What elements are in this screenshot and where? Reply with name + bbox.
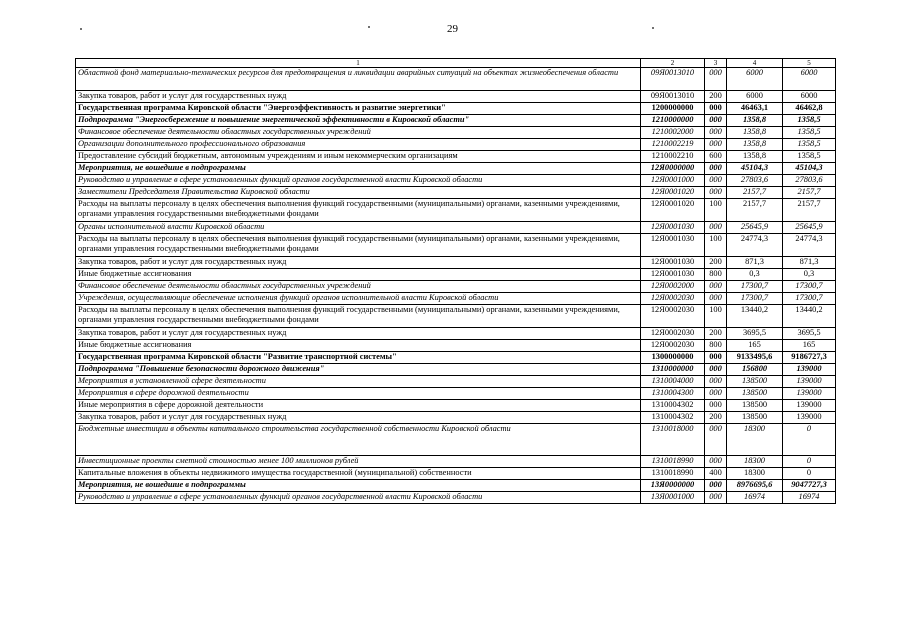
amount-2016-cell: 45104,3 (727, 163, 783, 175)
expense-type-cell: 800 (705, 340, 727, 352)
table-row (76, 456, 836, 468)
header-cell: 2 (641, 59, 705, 68)
header-cell: 4 (727, 59, 783, 68)
table-row (76, 151, 836, 163)
expense-type-cell: 000 (705, 127, 727, 139)
target-code-cell: 12Я0001020 (641, 187, 705, 199)
target-code-cell: 1210002219 (641, 139, 705, 151)
target-code-cell: 13Я0000000 (641, 480, 705, 492)
table-row (76, 492, 836, 504)
amount-2016-cell: 1358,8 (727, 115, 783, 127)
amount-2016-cell: 17300,7 (727, 293, 783, 305)
item-name-cell: Капитальные вложения в объекты недвижимого имущества государственной (муниципальной) собственности (76, 468, 641, 480)
amount-2016-cell: 2157,7 (727, 199, 783, 222)
item-name-cell: Руководство и управление в сфере установленных функций органов государственной власти Кировской области (76, 175, 641, 187)
header-cell: 1 (76, 59, 641, 68)
amount-2016-cell: 138500 (727, 400, 783, 412)
expense-type-cell: 600 (705, 151, 727, 163)
amount-2016-cell: 138500 (727, 376, 783, 388)
amount-2016-cell: 0,3 (727, 269, 783, 281)
amount-2016-cell: 18300 (727, 468, 783, 480)
amount-2017-cell: 139000 (783, 412, 836, 424)
item-name-cell: Заместители Председателя Правительства Кировской области (76, 187, 641, 199)
table-row (76, 388, 836, 400)
amount-2016-cell: 27803,6 (727, 175, 783, 187)
amount-2017-cell: 2157,7 (783, 199, 836, 222)
table-row (76, 163, 836, 175)
amount-2017-cell: 1358,5 (783, 127, 836, 139)
expense-type-cell: 000 (705, 492, 727, 504)
item-name-cell: Иные бюджетные ассигнования (76, 269, 641, 281)
table-row (76, 187, 836, 199)
item-name-cell: Руководство и управление в сфере установленных функций органов государственной власти Кировской области (76, 492, 641, 504)
amount-2017-cell: 24774,3 (783, 234, 836, 257)
target-code-cell: 12Я0001020 (641, 199, 705, 222)
expense-type-cell: 000 (705, 139, 727, 151)
amount-2017-cell: 0 (783, 456, 836, 468)
target-code-cell: 12Я0001000 (641, 175, 705, 187)
amount-2016-cell: 6000 (727, 91, 783, 103)
amount-2016-cell: 18300 (727, 456, 783, 468)
budget-table (75, 58, 836, 504)
table-row (76, 199, 836, 222)
target-code-cell: 1310004300 (641, 388, 705, 400)
target-code-cell: 12Я0000000 (641, 163, 705, 175)
expense-type-cell: 100 (705, 199, 727, 222)
expense-type-cell: 100 (705, 234, 727, 257)
table-row (76, 281, 836, 293)
item-name-cell: Областной фонд материально-технических ресурсов для предотвращения и ликвидации аварийных ситуаций на объектах жизнеобеспечения области (76, 68, 641, 91)
amount-2017-cell: 1358,5 (783, 139, 836, 151)
scan-speck (80, 28, 82, 30)
expense-type-cell: 000 (705, 293, 727, 305)
table-row (76, 328, 836, 340)
expense-type-cell: 200 (705, 91, 727, 103)
amount-2017-cell: 139000 (783, 376, 836, 388)
expense-type-cell: 000 (705, 480, 727, 492)
table-row (76, 103, 836, 115)
amount-2016-cell: 1358,8 (727, 139, 783, 151)
item-name-cell: Закупка товаров, работ и услуг для государственных нужд (76, 328, 641, 340)
amount-2017-cell: 1358,5 (783, 115, 836, 127)
amount-2017-cell: 9047727,3 (783, 480, 836, 492)
expense-type-cell: 200 (705, 328, 727, 340)
amount-2017-cell: 9186727,3 (783, 352, 836, 364)
amount-2017-cell: 871,3 (783, 257, 836, 269)
expense-type-cell: 000 (705, 456, 727, 468)
expense-type-cell: 000 (705, 187, 727, 199)
table-row (76, 352, 836, 364)
table-row (76, 175, 836, 187)
table-row (76, 424, 836, 456)
item-name-cell: Расходы на выплаты персоналу в целях обеспечения выполнения функций государственными (муниципальными) органами, казенными учреждениями, органами управления государственными внебюджетными фондами (76, 305, 641, 328)
table-row (76, 340, 836, 352)
amount-2017-cell: 45104,3 (783, 163, 836, 175)
item-name-cell: Финансовое обеспечение деятельности областных государственных учреждений (76, 127, 641, 139)
target-code-cell: 1310004302 (641, 412, 705, 424)
table-row (76, 139, 836, 151)
item-name-cell: Мероприятия в установленной сфере деятельности (76, 376, 641, 388)
expense-type-cell: 200 (705, 412, 727, 424)
item-name-cell: Иные бюджетные ассигнования (76, 340, 641, 352)
table-row (76, 364, 836, 376)
target-code-cell: 12Я0001030 (641, 269, 705, 281)
target-code-cell: 1310018990 (641, 456, 705, 468)
expense-type-cell: 000 (705, 388, 727, 400)
amount-2016-cell: 1358,8 (727, 127, 783, 139)
expense-type-cell: 400 (705, 468, 727, 480)
amount-2017-cell: 6000 (783, 91, 836, 103)
expense-type-cell: 000 (705, 352, 727, 364)
target-code-cell: 1310004000 (641, 376, 705, 388)
amount-2017-cell: 165 (783, 340, 836, 352)
item-name-cell: Мероприятия, не вошедшие в подпрограммы (76, 163, 641, 175)
target-code-cell: 12Я0002030 (641, 328, 705, 340)
amount-2016-cell: 2157,7 (727, 187, 783, 199)
table-row (76, 115, 836, 127)
expense-type-cell: 100 (705, 305, 727, 328)
amount-2016-cell: 25645,9 (727, 222, 783, 234)
item-name-cell: Государственная программа Кировской области "Развитие транспортной системы" (76, 352, 641, 364)
expense-type-cell: 800 (705, 269, 727, 281)
target-code-cell: 09Я0013010 (641, 68, 705, 91)
table-row (76, 376, 836, 388)
target-code-cell: 1310004302 (641, 400, 705, 412)
table-row (76, 127, 836, 139)
target-code-cell: 12Я0002030 (641, 293, 705, 305)
expense-type-cell: 200 (705, 257, 727, 269)
amount-2016-cell: 3695,5 (727, 328, 783, 340)
item-name-cell: Предоставление субсидий бюджетным, автономным учреждениям и иным некоммерческим организациям (76, 151, 641, 163)
amount-2016-cell: 46463,1 (727, 103, 783, 115)
target-code-cell: 1210002210 (641, 151, 705, 163)
header-cell: 5 (783, 59, 836, 68)
amount-2016-cell: 156800 (727, 364, 783, 376)
target-code-cell: 12Я0001030 (641, 257, 705, 269)
table-row (76, 91, 836, 103)
expense-type-cell: 000 (705, 400, 727, 412)
table-row (76, 412, 836, 424)
amount-2016-cell: 138500 (727, 412, 783, 424)
scan-speck (368, 26, 370, 28)
table-row (76, 257, 836, 269)
amount-2016-cell: 18300 (727, 424, 783, 456)
expense-type-cell: 000 (705, 163, 727, 175)
item-name-cell: Инвестиционные проекты сметной стоимостью менее 100 миллионов рублей (76, 456, 641, 468)
expense-type-cell: 000 (705, 364, 727, 376)
item-name-cell: Закупка товаров, работ и услуг для государственных нужд (76, 412, 641, 424)
amount-2017-cell: 17300,7 (783, 281, 836, 293)
expense-type-cell: 000 (705, 424, 727, 456)
amount-2017-cell: 46462,8 (783, 103, 836, 115)
amount-2016-cell: 165 (727, 340, 783, 352)
amount-2017-cell: 0 (783, 424, 836, 456)
target-code-cell: 12Я0002030 (641, 340, 705, 352)
amount-2017-cell: 3695,5 (783, 328, 836, 340)
amount-2017-cell: 13440,2 (783, 305, 836, 328)
table-row (76, 269, 836, 281)
amount-2017-cell: 139000 (783, 388, 836, 400)
amount-2016-cell: 138500 (727, 388, 783, 400)
table-row (76, 68, 836, 91)
item-name-cell: Расходы на выплаты персоналу в целях обеспечения выполнения функций государственными (муниципальными) органами, казенными учреждениями, органами управления государственными внебюджетными фондами (76, 234, 641, 257)
scan-speck (652, 27, 654, 29)
table-row (76, 305, 836, 328)
amount-2016-cell: 24774,3 (727, 234, 783, 257)
amount-2017-cell: 139000 (783, 400, 836, 412)
item-name-cell: Мероприятия в сфере дорожной деятельности (76, 388, 641, 400)
table-row (76, 468, 836, 480)
target-code-cell: 09Я0013010 (641, 91, 705, 103)
target-code-cell: 1210002000 (641, 127, 705, 139)
amount-2017-cell: 25645,9 (783, 222, 836, 234)
item-name-cell: Закупка товаров, работ и услуг для государственных нужд (76, 91, 641, 103)
target-code-cell: 12Я0002030 (641, 305, 705, 328)
expense-type-cell: 000 (705, 222, 727, 234)
table-row (76, 234, 836, 257)
item-name-cell: Расходы на выплаты персоналу в целях обеспечения выполнения функций государственными (муниципальными) органами, казенными учреждениями, органами управления государственными внебюджетными фондами (76, 199, 641, 222)
item-name-cell: Мероприятия, не вошедшие в подпрограммы (76, 480, 641, 492)
page-number: 29 (447, 23, 458, 35)
target-code-cell: 1310018000 (641, 424, 705, 456)
table-row (76, 293, 836, 305)
header-cell: 3 (705, 59, 727, 68)
amount-2017-cell: 1358,5 (783, 151, 836, 163)
table-row (76, 400, 836, 412)
amount-2017-cell: 17300,7 (783, 293, 836, 305)
item-name-cell: Подпрограмма "Энергосбережение и повышение энергетической эффективности в Кировской области" (76, 115, 641, 127)
item-name-cell: Иные мероприятия в сфере дорожной деятельности (76, 400, 641, 412)
item-name-cell: Учреждения, осуществляющие обеспечение исполнения функций органов исполнительной власти Кировской области (76, 293, 641, 305)
item-name-cell: Организации дополнительного профессионального образования (76, 139, 641, 151)
target-code-cell: 1310000000 (641, 364, 705, 376)
item-name-cell: Бюджетные инвестиции в объекты капитального строительства государственной собственности Кировской области (76, 424, 641, 456)
table-header-row (76, 59, 836, 68)
target-code-cell: 1310018990 (641, 468, 705, 480)
table-row (76, 480, 836, 492)
amount-2016-cell: 8976695,6 (727, 480, 783, 492)
item-name-cell: Финансовое обеспечение деятельности областных государственных учреждений (76, 281, 641, 293)
expense-type-cell: 000 (705, 115, 727, 127)
amount-2016-cell: 13440,2 (727, 305, 783, 328)
amount-2016-cell: 16974 (727, 492, 783, 504)
item-name-cell: Подпрограмма "Повышение безопасности дорожного движения" (76, 364, 641, 376)
item-name-cell: Органы исполнительной власти Кировской области (76, 222, 641, 234)
amount-2017-cell: 0 (783, 468, 836, 480)
expense-type-cell: 000 (705, 281, 727, 293)
expense-type-cell: 000 (705, 103, 727, 115)
amount-2017-cell: 0,3 (783, 269, 836, 281)
amount-2017-cell: 6000 (783, 68, 836, 91)
target-code-cell: 1300000000 (641, 352, 705, 364)
amount-2016-cell: 17300,7 (727, 281, 783, 293)
amount-2017-cell: 139000 (783, 364, 836, 376)
target-code-cell: 1210000000 (641, 115, 705, 127)
item-name-cell: Закупка товаров, работ и услуг для государственных нужд (76, 257, 641, 269)
amount-2016-cell: 1358,8 (727, 151, 783, 163)
amount-2017-cell: 2157,7 (783, 187, 836, 199)
target-code-cell: 12Я0001030 (641, 222, 705, 234)
table-row (76, 222, 836, 234)
amount-2016-cell: 871,3 (727, 257, 783, 269)
target-code-cell: 12Я0002000 (641, 281, 705, 293)
expense-type-cell: 000 (705, 68, 727, 91)
target-code-cell: 13Я0001000 (641, 492, 705, 504)
amount-2016-cell: 6000 (727, 68, 783, 91)
target-code-cell: 1200000000 (641, 103, 705, 115)
amount-2016-cell: 9133495,6 (727, 352, 783, 364)
amount-2017-cell: 16974 (783, 492, 836, 504)
target-code-cell: 12Я0001030 (641, 234, 705, 257)
item-name-cell: Государственная программа Кировской области "Энергоэффективность и развитие энергетики" (76, 103, 641, 115)
expense-type-cell: 000 (705, 376, 727, 388)
expense-type-cell: 000 (705, 175, 727, 187)
amount-2017-cell: 27803,6 (783, 175, 836, 187)
